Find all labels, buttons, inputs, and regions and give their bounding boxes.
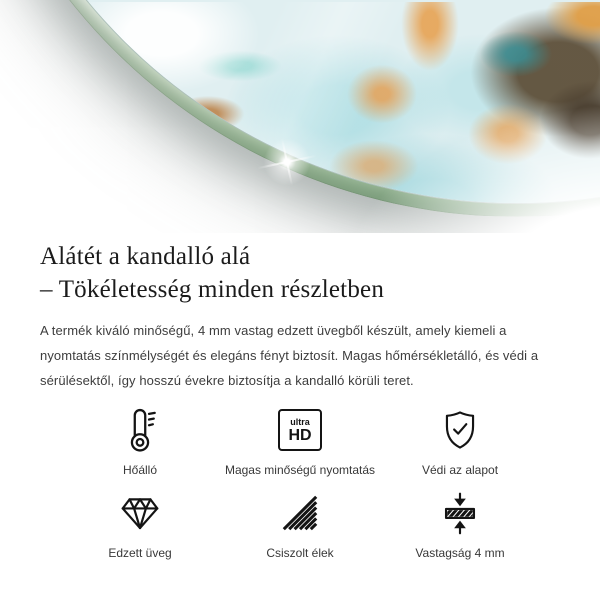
thermometer-icon [121, 406, 159, 454]
feature-label: Vastagság 4 mm [415, 546, 505, 560]
feature-label: Magas minőségű nyomtatás [224, 463, 376, 477]
features-grid [40, 406, 560, 560]
polished-edges-icon [282, 489, 318, 537]
product-hero-image [0, 0, 600, 233]
product-description: A termék kiváló minőségű, 4 mm vastag edzett üvegből készült, amely kiemeli a nyomtatás színmélységét és elegáns fényt biztosít. Magas hőmérsékletálló, és védi a sérülésektől, így hosszú évekre biztosítja a kandalló körüli teret. [40, 323, 539, 388]
feature-tempered-glass [60, 489, 220, 560]
ultra-hd-badge-top: ultra [290, 416, 310, 427]
glass-mat-photo [0, 0, 600, 217]
feature-polished-edges [220, 489, 380, 560]
feature-high-quality-print [220, 406, 380, 477]
feature-protects-base [380, 406, 540, 477]
page-title [40, 240, 560, 306]
feature-label: Csiszolt élek [266, 546, 334, 560]
feature-label: Védi az alapot [421, 463, 499, 477]
marble-print-pattern [2, 2, 600, 204]
ultra-hd-icon [278, 406, 322, 454]
feature-thickness [380, 489, 540, 560]
ultra-hd-badge [278, 409, 322, 451]
ultra-hd-badge-bottom: HD [288, 426, 312, 444]
feature-label: Edzett üveg [108, 546, 172, 560]
feature-label: Hőálló [122, 463, 158, 477]
feature-heat-resistant [60, 406, 220, 477]
glass-surface [0, 0, 600, 204]
shield-check-icon [442, 406, 478, 454]
thickness-icon [442, 489, 478, 537]
product-info-section [0, 240, 600, 560]
page-title-line-1: Alátét a kandalló alá [40, 243, 251, 270]
diamond-icon [120, 489, 160, 537]
page-title-line-2: – Tökéletesség minden részletben [40, 276, 385, 303]
